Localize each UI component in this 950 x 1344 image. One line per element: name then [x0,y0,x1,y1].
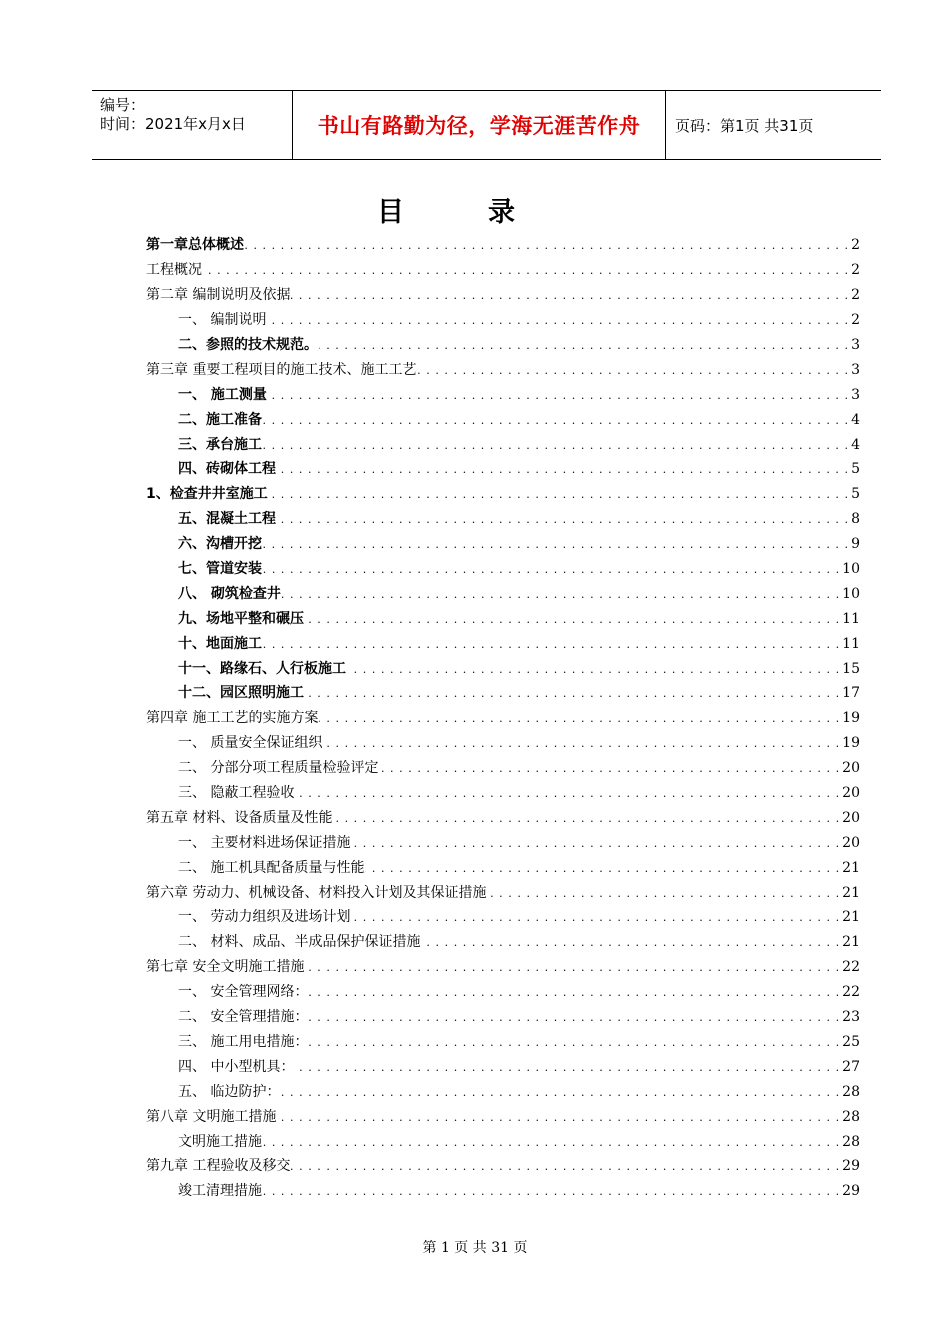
toc-entry-page: 19 [842,735,860,752]
toc-leader-dots [487,886,840,900]
toc-entry[interactable] [146,606,860,631]
toc-entry-label: 第四章 施工工艺的实施方案 [146,710,319,727]
toc-entry-label: 第五章 材料、设备质量及性能 [146,809,333,826]
toc-entry-page: 25 [842,1033,860,1050]
toc-entry-page: 9 [851,536,860,553]
toc-entry-page: 21 [842,909,860,926]
document-number-label: 编号： [100,96,146,114]
toc-leader-dots [305,960,840,974]
toc-entry-label: 十二、园区照明施工 [178,685,304,702]
toc-entry-page: 21 [842,884,860,901]
toc-leader-dots [291,288,849,302]
toc-entry-label: 第八章 文明施工措施 [146,1108,277,1125]
toc-entry-page: 20 [842,785,860,802]
toc-leader-dots [263,637,840,651]
toc-entry[interactable] [146,1005,860,1030]
toc-entry-label: 五、混凝土工程 [178,511,276,528]
toc-entry-page: 3 [851,361,860,378]
toc-leader-dots [305,686,840,700]
toc-entry-label: 二、施工准备 [178,411,262,428]
toc-entry-page: 2 [851,312,860,329]
page-footer: 第 1 页 共 31 页 [422,1240,528,1256]
toc-entry-label: 二、 施工机具配备质量与性能 [178,859,365,876]
toc-entry-label: 十、地面施工 [178,635,262,652]
toc-entry-page: 22 [842,959,860,976]
toc-entry[interactable] [146,557,860,582]
toc-leader-dots [263,1184,840,1198]
toc-entry[interactable] [146,855,860,880]
toc-entry-label: 二、 安全管理措施： [178,1009,309,1026]
toc-entry-label: 七、管道安装 [178,561,262,578]
toc-entry[interactable] [146,656,860,681]
toc-leader-dots [263,537,849,551]
toc-leader-dots [319,711,840,725]
toc-entry[interactable] [146,258,860,283]
toc-entry[interactable] [146,357,860,382]
toc-entry-page: 11 [842,610,860,627]
toc-entry[interactable] [146,880,860,905]
toc-entry-page: 22 [842,984,860,1001]
toc-leader-dots [282,587,840,601]
toc-entry-label: 1、检查井井室施工 [146,486,268,503]
toc-leader-dots [269,487,849,501]
toc-entry-page: 3 [851,386,860,403]
toc-entry[interactable] [146,1030,860,1055]
toc-entry-page: 15 [842,660,860,677]
toc-entry[interactable] [146,955,860,980]
toc-entry-page: 2 [851,237,860,254]
toc-entry[interactable] [146,1079,860,1104]
toc-leader-dots [263,1135,840,1149]
toc-leader-dots [277,1110,840,1124]
toc-entry-label: 一、 安全管理网络： [178,984,309,1001]
toc-entry-label: 二、参照的技术规范。 [178,337,318,353]
toc-entry[interactable] [146,1179,860,1204]
toc-entry-label: 二、 分部分项工程质量检验评定 [178,760,379,777]
toc-leader-dots [263,562,840,576]
toc-entry-page: 4 [851,411,860,428]
toc-entry-label: 五、 临边防护： [178,1083,281,1100]
toc-entry[interactable] [146,457,860,482]
toc-entry-label: 四、砖砌体工程 [178,461,276,478]
toc-entry-page: 11 [842,635,860,652]
toc-entry-label: 第三章 重要工程项目的施工技术、施工工艺 [146,361,417,378]
toc-entry-page: 20 [842,760,860,777]
toc-leader-dots [291,1159,840,1173]
toc-entry[interactable] [146,432,860,457]
toc-leader-dots [245,238,849,252]
toc-leader-dots [379,761,840,775]
toc-entry[interactable] [146,482,860,507]
toc-leader-dots [421,935,840,949]
toc-entry[interactable] [146,382,860,407]
toc-entry-page: 29 [842,1183,860,1200]
toc-entry[interactable] [146,631,860,656]
table-of-contents [146,233,860,1204]
toc-entry[interactable] [146,333,860,358]
toc-leader-dots [351,836,840,850]
toc-entry[interactable] [146,905,860,930]
toc-entry-page: 10 [842,561,860,578]
toc-entry-page: 20 [842,834,860,851]
toc-entry-page: 23 [842,1009,860,1026]
toc-entry[interactable] [146,1154,860,1179]
toc-leader-dots [305,612,840,626]
toc-leader-dots [267,313,849,327]
toc-entry-page: 5 [851,461,860,478]
toc-entry[interactable] [146,830,860,855]
toc-entry-label: 一、 主要材料进场保证措施 [178,834,351,851]
toc-leader-dots [295,1060,840,1074]
toc-leader-dots [203,263,849,277]
toc-entry-label: 三、 施工用电措施： [178,1033,309,1050]
toc-leader-dots [347,662,840,676]
toc-entry[interactable] [146,1129,860,1154]
header-page-cell [665,91,881,159]
header-page-code: 页码：第1页 共31页 [675,116,814,135]
toc-entry-label: 一、 施工测量 [178,386,267,403]
toc-entry-page: 27 [842,1058,860,1075]
toc-entry-label: 九、场地平整和碾压 [178,610,304,627]
toc-entry[interactable] [146,930,860,955]
toc-entry-page: 2 [851,262,860,279]
toc-entry[interactable] [146,507,860,532]
toc-entry-label: 三、承台施工 [178,436,262,453]
toc-entry-label: 文明施工措施 [178,1133,262,1150]
header-motto-cell [292,91,666,159]
toc-entry[interactable] [146,706,860,731]
toc-entry-label: 第九章 工程验收及移交 [146,1158,291,1175]
toc-entry[interactable] [146,581,860,606]
toc-entry-page: 10 [842,585,860,602]
toc-leader-dots [263,438,849,452]
toc-entry-label: 工程概况 [146,262,202,279]
toc-entry[interactable] [146,532,860,557]
toc-leader-dots [309,985,840,999]
toc-leader-dots [351,910,840,924]
toc-entry[interactable] [146,283,860,308]
toc-entry-page: 8 [851,511,860,528]
toc-entry-page: 5 [851,486,860,503]
header-motto: 书山有路勤为径，学海无涯苦作舟 [317,114,641,138]
page-header [92,90,881,160]
toc-entry-page: 17 [842,685,860,702]
toc-leader-dots [268,388,849,402]
toc-entry-label: 第二章 编制说明及依据 [146,287,291,304]
toc-entry[interactable] [146,805,860,830]
toc-entry[interactable] [146,1104,860,1129]
toc-entry[interactable] [146,681,860,706]
toc-entry-page: 4 [851,436,860,453]
toc-leader-dots [417,363,849,377]
toc-entry-page: 19 [842,710,860,727]
toc-leader-dots [277,462,849,476]
toc-leader-dots [323,736,840,750]
toc-leader-dots [295,786,840,800]
toc-entry-label: 六、沟槽开挖 [178,536,262,553]
toc-title: 目录 [377,197,599,228]
toc-leader-dots [319,338,849,352]
toc-entry-label: 三、 隐蔽工程验收 [178,785,295,802]
toc-leader-dots [277,512,849,526]
toc-entry-label: 十一、路缘石、人行板施工 [178,660,346,677]
toc-entry-label: 一、 劳动力组织及进场计划 [178,909,351,926]
toc-entry[interactable] [146,781,860,806]
toc-entry-label: 竣工清理措施 [178,1183,262,1200]
toc-leader-dots [365,861,840,875]
toc-entry-page: 21 [842,859,860,876]
toc-entry-label: 第七章 安全文明施工措施 [146,959,305,976]
toc-leader-dots [309,1035,840,1049]
toc-entry-label: 第一章总体概述 [146,237,244,254]
header-left-cell [92,91,292,159]
toc-entry-label: 二、 材料、成品、半成品保护保证措施 [178,934,421,951]
toc-entry[interactable] [146,756,860,781]
toc-leader-dots [309,1010,840,1024]
toc-leader-dots [263,413,849,427]
toc-entry[interactable] [146,731,860,756]
toc-entry-page: 28 [842,1108,860,1125]
document-time-label: 时间：2021年x月x日 [100,115,246,133]
toc-entry[interactable] [146,407,860,432]
toc-leader-dots [333,811,840,825]
toc-entry[interactable] [146,980,860,1005]
toc-entry-page: 28 [842,1083,860,1100]
toc-entry-page: 28 [842,1133,860,1150]
toc-entry[interactable] [146,233,860,258]
toc-entry-page: 29 [842,1158,860,1175]
toc-entry-label: 八、 砌筑检查井 [178,585,281,602]
toc-entry-label: 四、 中小型机具： [178,1058,295,1075]
toc-entry-label: 一、 编制说明 [178,312,267,329]
toc-entry-page: 2 [851,287,860,304]
toc-entry-label: 第六章 劳动力、机械设备、材料投入计划及其保证措施 [146,884,487,901]
toc-entry-label: 一、 质量安全保证组织 [178,735,323,752]
toc-entry-page: 20 [842,809,860,826]
toc-leader-dots [281,1085,840,1099]
toc-entry[interactable] [146,1054,860,1079]
toc-entry-page: 3 [851,337,860,353]
toc-entry-page: 21 [842,934,860,951]
toc-entry[interactable] [146,308,860,333]
